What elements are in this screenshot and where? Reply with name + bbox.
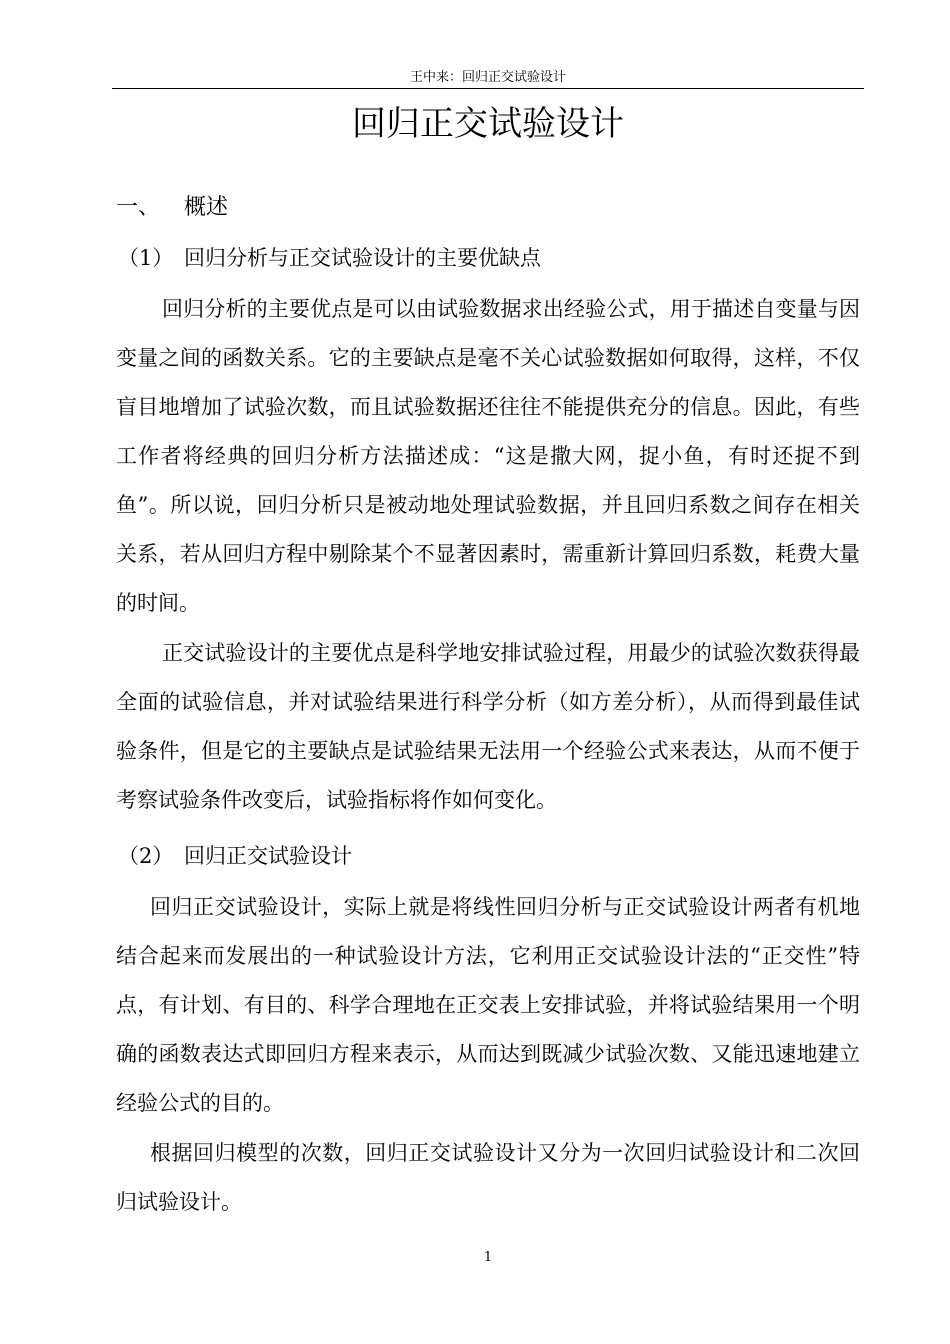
section-heading-overview	[116, 192, 228, 224]
paragraph-orthogonal-design: 正交试验设计的主要优点是科学地安排试验过程，用最少的试验次数获得最全面的试验信息，并对试验结果进行科学分析（如方差分析），从而得到最佳试验条件，但是它的主要缺点是试验结果无法用一个经验公式来表达，从而不便于考察试验条件改变后，试验指标将作如何变化。	[116, 641, 860, 812]
subheading-number: （2）	[118, 844, 174, 868]
subheading-title: 回归正交试验设计	[184, 844, 352, 868]
page-number: 1	[483, 1250, 493, 1265]
subheading-title: 回归分析与正交试验设计的主要优缺点	[184, 246, 541, 270]
paragraph-regression-analysis: 回归分析的主要优点是可以由试验数据求出经验公式，用于描述自变量与因变量之间的函数关系。它的主要缺点是毫不关心试验数据如何取得，这样，不仅盲目地增加了试验次数，而且试验数据还往往不能提供充分的信息。因此，有些工作者将经典的回归分析方法描述成：“这是撒大网，捉小鱼，有时还捉不到鱼”。所以说，回归分析只是被动地处理试验数据，并且回归系数之间存在相关关系，若从回归方程中剔除某个不显著因素时，需重新计算回归系数，耗费大量的时间。	[116, 297, 860, 615]
paragraph-regression-orthogonal-definition: 回归正交试验设计，实际上就是将线性回归分析与正交试验设计两者有机地结合起来而发展出的一种试验设计方法，它利用正交试验设计法的“正交性”特点，有计划、有目的、科学合理地在正交表上安排试验，并将试验结果用一个明确的函数表达式即回归方程来表示，从而达到既减少试验次数、又能迅速地建立经验公式的目的。	[116, 895, 860, 1115]
section-number: 一、	[116, 195, 161, 220]
subheading-number: （1）	[118, 246, 174, 270]
section-title: 概述	[184, 195, 229, 220]
running-header-text: 王中来：回归正交试验设计	[409, 70, 566, 85]
running-header	[112, 70, 864, 89]
paragraph-model-order: 根据回归模型的次数，回归正交试验设计又分为一次回归试验设计和二次回归试验设计。	[116, 1141, 860, 1214]
document-title: 回归正交试验设计	[352, 104, 624, 144]
subheading-regression-orthogonal	[118, 841, 352, 871]
subheading-pros-cons	[118, 243, 541, 273]
